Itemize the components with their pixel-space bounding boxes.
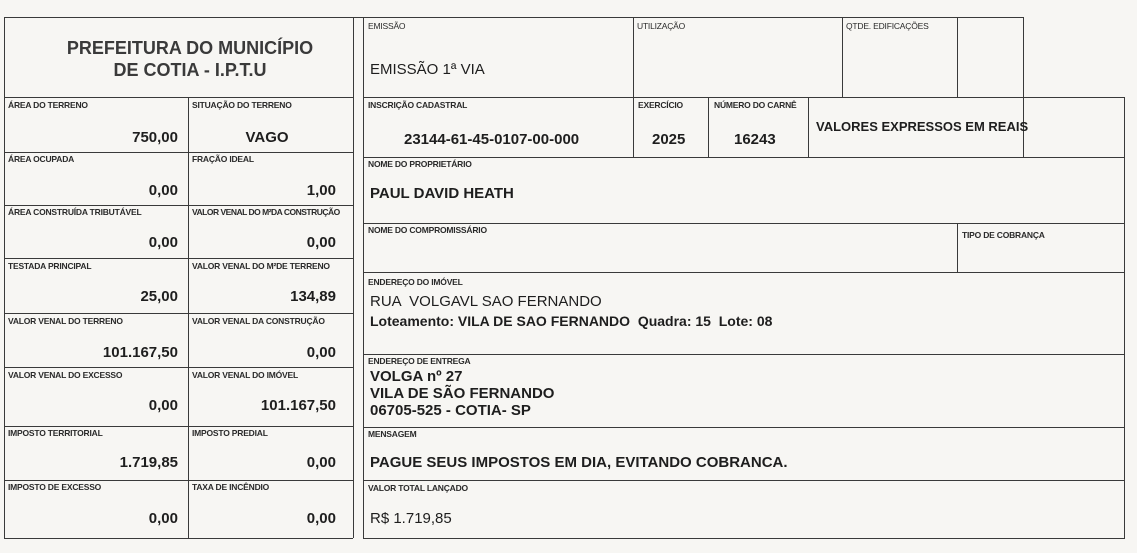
- tipo-cobranca-label: TIPO DE COBRANÇA: [962, 230, 1045, 240]
- imposto-predial-label: IMPOSTO PREDIAL: [192, 428, 268, 438]
- valor-venal-m2-terreno-label: VALOR VENAL DO M²DE TERRENO: [192, 261, 330, 271]
- valor-venal-terreno-label: VALOR VENAL DO TERRENO: [8, 316, 123, 326]
- valor-venal-construcao-value: 0,00: [306, 344, 336, 361]
- qtde-edificacoes-label: QTDE. EDIFICAÇÕES: [846, 21, 929, 31]
- valor-venal-excesso-label: VALOR VENAL DO EXCESSO: [8, 370, 123, 380]
- taxa-incendio-label: TAXA DE INCÊNDIO: [192, 482, 270, 492]
- endereco-entrega-line1: VOLGA nº 27: [370, 368, 463, 385]
- title-line-1: PREFEITURA DO MUNICÍPIO: [66, 38, 314, 58]
- inscricao-value: 23144-61-45-0107-00-000: [404, 131, 580, 148]
- taxa-incendio-value: 0,00: [306, 510, 336, 527]
- municipality-title: [40, 38, 340, 81]
- area-ocupada-value: 0,00: [148, 182, 178, 199]
- proprietario-label: NOME DO PROPRIETÁRIO: [368, 159, 472, 169]
- valor-venal-m2-construcao-value: 0,00: [306, 234, 336, 251]
- valor-venal-construcao-label: VALOR VENAL DA CONSTRUÇÃO: [192, 316, 325, 326]
- situacao-terreno-label: SITUAÇÃO DO TERRENO: [192, 100, 292, 110]
- area-construida-label: ÁREA CONSTRUÍDA TRIBUTÁVEL: [8, 207, 142, 217]
- valor-venal-terreno-value: 101.167,50: [102, 344, 178, 361]
- imposto-predial-value: 0,00: [306, 454, 336, 471]
- valor-venal-excesso-value: 0,00: [148, 397, 178, 414]
- valor-venal-m2-construcao-label: VALOR VENAL DO M²DA CONSTRUÇÃO: [192, 207, 340, 217]
- fracao-ideal-label: FRAÇÃO IDEAL: [192, 154, 254, 164]
- numero-carne-value: 16243: [734, 131, 776, 148]
- area-terreno-value: 750,00: [132, 129, 178, 146]
- utilizacao-label: UTILIZAÇÃO: [637, 21, 686, 31]
- testada-principal-value: 25,00: [140, 288, 178, 305]
- area-construida-value: 0,00: [148, 234, 178, 251]
- area-terreno-label: ÁREA DO TERRENO: [8, 100, 88, 110]
- emissao-value: EMISSÃO 1ª VIA: [370, 61, 485, 78]
- compromissario-label: NOME DO COMPROMISSÁRIO: [368, 225, 487, 235]
- endereco-entrega-line3: 06705-525 - COTIA- SP: [370, 402, 531, 419]
- valor-venal-imovel-label: VALOR VENAL DO IMÓVEL: [192, 370, 298, 380]
- valor-venal-imovel-value: 101.167,50: [260, 397, 336, 414]
- valor-venal-m2-terreno-value: 134,89: [290, 288, 336, 305]
- mensagem-label: MENSAGEM: [368, 429, 417, 439]
- valor-total-value: R$ 1.719,85: [370, 510, 452, 527]
- endereco-imovel-line2: Loteamento: VILA DE SAO FERNANDO Quadra: 15 Lote: 08: [370, 313, 773, 329]
- inscricao-label: INSCRIÇÃO CADASTRAL: [368, 100, 468, 110]
- endereco-entrega-line2: VILA DE SÃO FERNANDO: [370, 385, 555, 402]
- proprietario-value: PAUL DAVID HEATH: [370, 185, 514, 202]
- title-line-2: DE COTIA - I.P.T.U: [113, 59, 267, 80]
- valores-reais-note: VALORES EXPRESSOS EM REAIS: [816, 119, 1029, 134]
- imposto-excesso-value: 0,00: [148, 510, 178, 527]
- situacao-terreno-value: VAGO: [245, 129, 289, 146]
- valor-total-label: VALOR TOTAL LANÇADO: [368, 483, 468, 493]
- numero-carne-label: NÚMERO DO CARNÊ: [714, 100, 797, 110]
- endereco-imovel-label: ENDEREÇO DO IMÓVEL: [368, 277, 463, 287]
- exercicio-label: EXERCÍCIO: [638, 100, 683, 110]
- imposto-territorial-label: IMPOSTO TERRITORIAL: [8, 428, 103, 438]
- emissao-label: EMISSÃO: [368, 21, 406, 31]
- mensagem-value: PAGUE SEUS IMPOSTOS EM DIA, EVITANDO COBRANCA.: [370, 454, 788, 471]
- fracao-ideal-value: 1,00: [306, 182, 336, 199]
- area-ocupada-label: ÁREA OCUPADA: [8, 154, 75, 164]
- imposto-territorial-value: 1.719,85: [119, 454, 178, 471]
- endereco-imovel-line1: RUA VOLGAVL SAO FERNANDO: [370, 293, 602, 310]
- imposto-excesso-label: IMPOSTO DE EXCESSO: [8, 482, 102, 492]
- exercicio-value: 2025: [652, 131, 686, 148]
- endereco-entrega-label: ENDEREÇO DE ENTREGA: [368, 356, 471, 366]
- testada-principal-label: TESTADA PRINCIPAL: [8, 261, 92, 271]
